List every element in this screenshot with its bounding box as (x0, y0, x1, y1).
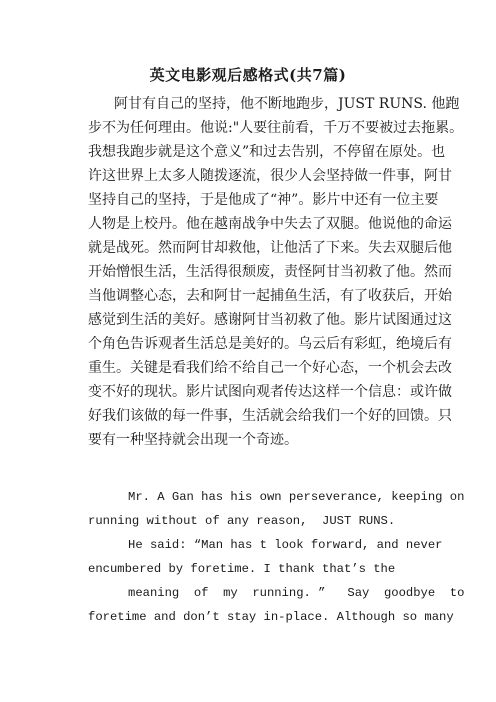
page-title: 英文电影观后感格式(共7篇) (149, 66, 347, 84)
text-line: 当他调整心态，去和阿甘一起捕鱼生活，有了收获后，开始 (88, 288, 452, 304)
text-line: 个角色告诉观者生活总是美好的。乌云后有彩虹，绝境后有 (88, 336, 452, 352)
text-line: 坚持自己的坚持，于是他成了“神”。影片中还有一位主要 (88, 192, 439, 208)
text-line: 步不为任何理由。他说:"人要往前看，千万不要被过去拖累。 (88, 120, 464, 136)
english-paragraph (88, 485, 465, 629)
text-line: 我想我跑步就是这个意义”和过去告别，不停留在原处。也 (88, 144, 446, 160)
text-line: running without of any reason, JUST RUNS. (88, 514, 396, 528)
text-line: meaning of my running. ” Say goodbye to (128, 586, 465, 600)
text-line: 好我们该做的每一件事，生活就会给我们一个好的回馈。只 (88, 408, 452, 424)
text-line: 许这世界上太多人随拨逐流，很少人会坚持做一件事，阿甘 (88, 168, 452, 184)
text-line: 开始憎恨生活，生活得很颓废，责怪阿甘当初救了他。然而 (88, 264, 452, 280)
text-line: foretime and don’t stay in-place. Although so many (88, 610, 454, 624)
text-line: 感觉到生活的美好。感谢阿甘当初救了他。影片试图通过这 (88, 312, 452, 328)
text-line: 阿甘有自己的坚持，他不断地跑步，JUST RUNS. 他跑 (114, 96, 460, 112)
chinese-paragraph (88, 92, 464, 452)
text-line: He said: “Man has t look forward, and never (128, 538, 443, 552)
text-line: 要有一种坚持就会出现一个奇迹。 (88, 432, 298, 448)
text-line: 人物是上校丹。他在越南战争中失去了双腿。他说他的命运 (88, 216, 452, 232)
text-line: 就是战死。然而阿甘却救他，让他活了下来。失去双腿后他 (88, 240, 452, 256)
text-line: encumbered by foretime. I thank that’s the (88, 562, 396, 576)
text-line: 变不好的现状。影片试图向观者传达这样一个信息：或许做 (88, 384, 452, 400)
text-line: Mr. A Gan has his own perseverance, keeping on (128, 490, 465, 504)
text-line: 重生。关键是看我们给不给自己一个好心态，一个机会去改 (88, 360, 452, 376)
